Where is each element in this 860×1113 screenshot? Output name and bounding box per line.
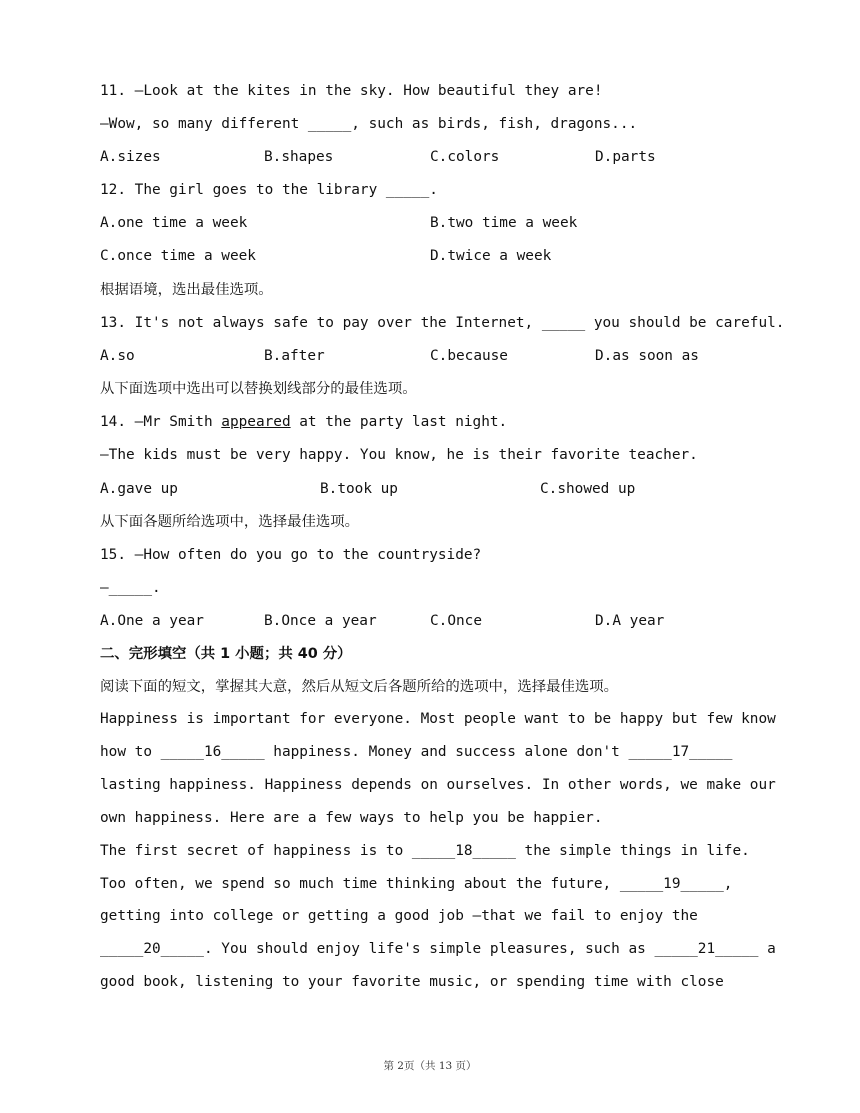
question-14-stem — [100, 412, 507, 432]
option-13-d: D.as soon as — [595, 348, 699, 364]
instruction-13: 根据语境，选出最佳选项。 — [100, 282, 273, 298]
passage-line: _____20_____. You should enjoy life's simple pleasures, such as _____21_____ a — [100, 941, 776, 957]
question-12-stem: 12. The girl goes to the library _____. — [100, 182, 438, 198]
question-11-stem: 11. —Look at the kites in the sky. How beautiful they are! — [100, 83, 603, 99]
option-14-c: C.showed up — [540, 481, 636, 497]
option-14-a: A.gave up — [100, 481, 178, 497]
passage-line: good book, listening to your favorite music, or spending time with close — [100, 974, 724, 990]
passage-line: The first secret of happiness is to _____18_____ the simple things in life. — [100, 843, 750, 859]
option-15-b: B.Once a year — [264, 613, 377, 629]
option-15-d: D.A year — [595, 613, 665, 629]
question-11-line2: —Wow, so many different _____, such as birds, fish, dragons... — [100, 116, 638, 132]
option-13-c: C.because — [430, 348, 508, 364]
option-12-b: B.two time a week — [430, 215, 578, 231]
option-12-d: D.twice a week — [430, 248, 552, 264]
page-footer: 第 2页（共 13 页） — [383, 1060, 477, 1072]
question-14-stem-after: at the party last night. — [290, 414, 508, 430]
option-15-a: A.One a year — [100, 613, 204, 629]
passage-line: Happiness is important for everyone. Most people want to be happy but few know — [100, 711, 776, 727]
option-11-c: C.colors — [430, 149, 500, 165]
question-13-stem: 13. It's not always safe to pay over the Internet, _____ you should be careful. — [100, 315, 785, 331]
option-11-a: A.sizes — [100, 149, 161, 165]
question-15-stem: 15. —How often do you go to the countryside? — [100, 547, 482, 563]
question-14-line2: —The kids must be very happy. You know, he is their favorite teacher. — [100, 447, 698, 463]
passage-line: lasting happiness. Happiness depends on ourselves. In other words, we make our — [100, 777, 776, 793]
instruction-15: 从下面各题所给选项中，选择最佳选项。 — [100, 514, 360, 530]
option-15-c: C.Once — [430, 613, 482, 629]
question-15-line2: —_____. — [100, 580, 161, 596]
passage-line: own happiness. Here are a few ways to help you be happier. — [100, 810, 603, 826]
option-12-a: A.one time a week — [100, 215, 248, 231]
passage-line: Too often, we spend so much time thinking about the future, _____19_____, — [100, 876, 733, 892]
section-2-instruction: 阅读下面的短文，掌握其大意，然后从短文后各题所给的选项中，选择最佳选项。 — [100, 679, 619, 695]
option-11-d: D.parts — [595, 149, 656, 165]
passage-line: getting into college or getting a good job —that we fail to enjoy the — [100, 908, 698, 924]
instruction-14: 从下面选项中选出可以替换划线部分的最佳选项。 — [100, 381, 417, 397]
option-13-b: B.after — [264, 348, 325, 364]
option-12-c: C.once time a week — [100, 248, 256, 264]
option-13-a: A.so — [100, 348, 135, 364]
option-11-b: B.shapes — [264, 149, 334, 165]
question-14-underlined-word: appeared — [221, 414, 291, 430]
question-14-stem-before: 14. —Mr Smith — [100, 414, 222, 430]
passage-line: how to _____16_____ happiness. Money and success alone don't _____17_____ — [100, 744, 733, 760]
section-2-heading: 二、完形填空（共 1 小题；共 40 分） — [100, 646, 352, 662]
option-14-b: B.took up — [320, 481, 398, 497]
